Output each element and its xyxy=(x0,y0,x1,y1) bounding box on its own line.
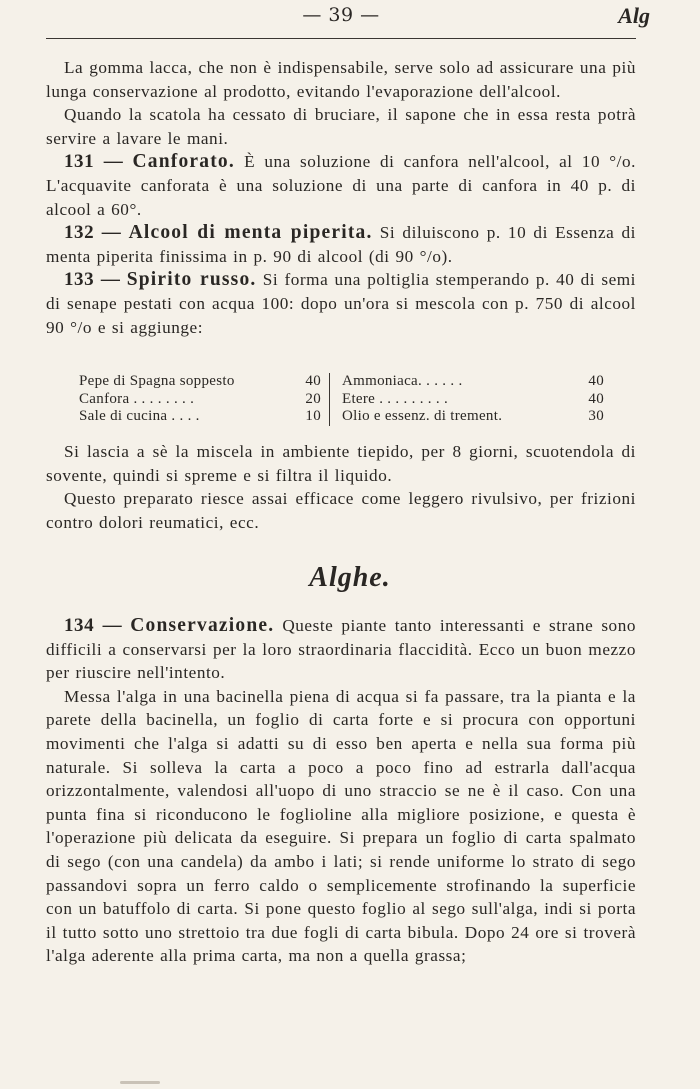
ingredient-qty: 10 xyxy=(305,408,321,425)
section-title: Alcool di menta piperita. xyxy=(128,222,373,244)
header-rule xyxy=(46,38,636,39)
ingredient-name: Sale di cucina . . . . xyxy=(79,408,200,425)
section-heading: Alghe. xyxy=(309,562,391,593)
section-number: 132 — xyxy=(64,222,122,244)
ingredient-column-left xyxy=(79,373,321,426)
section-number: 131 — xyxy=(64,151,124,173)
section-title: Spirito russo. xyxy=(126,269,257,291)
section-text: Queste piante tanto interessanti e strane sono difficili a conservarsi per la loro straordinaria flaccidità. Ecco un buon mezzo per riuscire nell'intento. xyxy=(46,616,636,683)
ingredient-name: Etere . . . . . . . . . xyxy=(342,390,449,407)
page-number: — 39 — xyxy=(302,4,380,26)
ingredient-row xyxy=(342,391,612,409)
section-text: È una soluzione di canfora nell'alcool, al 10 °/o. L'acquavite canforata è una soluzione di una parte di canfora in 40 p. di alcool a 60°. xyxy=(46,152,637,219)
section-132 xyxy=(46,221,636,268)
ingredient-row xyxy=(79,391,321,409)
text-block-after-table xyxy=(46,440,636,534)
ingredient-qty: 20 xyxy=(305,390,321,407)
running-head: Alg xyxy=(618,3,650,28)
paragraph: Quando la scatola ha cessato di bruciare, il sapone che in essa resta potrà servire a lavare le mani. xyxy=(46,105,636,148)
section-number: 134 — xyxy=(64,615,123,636)
ingredient-name: Canfora . . . . . . . . xyxy=(79,390,195,407)
paragraph: Si lascia a sè la miscela in ambiente tiepido, per 8 giorni, scuotendola di sovente, quindi si spreme e si filtra il liquido. xyxy=(46,442,636,485)
section-title: Conservazione. xyxy=(130,615,275,636)
section-text: Si forma una poltiglia stemperando p. 40 di semi di senape pestati con acqua 100: dopo un'ora si mescola con p. 750 di alcool 90 °/o e si aggiunge: xyxy=(46,270,637,337)
paragraph: Messa l'alga in una bacinella piena di acqua si fa passare, tra la pianta e la parete della bacinella, un foglio di carta forte e si procura con opportuni movimenti che l'alga si adatti su di esso ben aperta e nella sua forma più naturale. Si solleva la carta a poco a poco fino ad estrarla dall'acqua orizzontalmente, valendosi all'uopo di uno straccio se ne è il caso. Con una punta fina si riconducono le foglioline alla migliore posizione, e questa è l'operazione più delicata da eseguire. Si prepara un foglio di carta spalmato di sego (con una candela) da ambo i lati; si rende uniforme lo strato di sego passandovi sopra un ferro caldo o semplicemente strofinando la superficie con un batuffolo di carta. Si pone questo foglio al sego sull'alga, indi si porta il tutto sotto uno strettoio tra due fogli di carta bibula. Dopo 24 ore si troverà l'alga aderente alla prima carta, ma non a quella grassa; xyxy=(46,686,636,966)
ingredient-qty: 40 xyxy=(588,373,604,389)
paragraph: La gomma lacca, che non è indispensabile, serve solo ad assicurare una più lunga conservazione al prodotto, evitando l'evaporazione dell'alcool. xyxy=(46,58,636,101)
section-131 xyxy=(46,150,636,221)
ingredient-name: Ammoniaca. . . . . . xyxy=(342,373,463,389)
section-133 xyxy=(46,268,636,339)
ingredient-qty: 40 xyxy=(588,390,604,407)
section-number: 133 — xyxy=(64,269,121,291)
print-smudge xyxy=(120,1081,160,1084)
section-title: Canforato. xyxy=(132,151,235,173)
ingredient-qty: 40 xyxy=(305,373,321,389)
ingredient-row xyxy=(342,373,612,391)
ingredient-qty: 30 xyxy=(588,408,604,425)
text-block-top xyxy=(46,56,636,339)
ingredient-row xyxy=(79,408,321,426)
ingredient-row xyxy=(342,408,612,426)
ingredient-row xyxy=(79,373,321,391)
paragraph: Questo preparato riesce assai efficace come leggero rivulsivo, per frizioni contro dolori reumatici, ecc. xyxy=(46,489,636,532)
text-block-bottom xyxy=(46,614,636,968)
section-134 xyxy=(46,614,636,685)
section-text: Si diluiscono p. 10 di Essenza di menta piperita finissima in p. 90 di alcool (di 90 °/o). xyxy=(46,223,636,266)
ingredient-name: Olio e essenz. di trement. xyxy=(342,408,503,425)
running-header xyxy=(46,3,650,32)
ingredient-column-right xyxy=(329,373,612,426)
ingredient-name: Pepe di Spagna soppesto xyxy=(79,373,235,389)
